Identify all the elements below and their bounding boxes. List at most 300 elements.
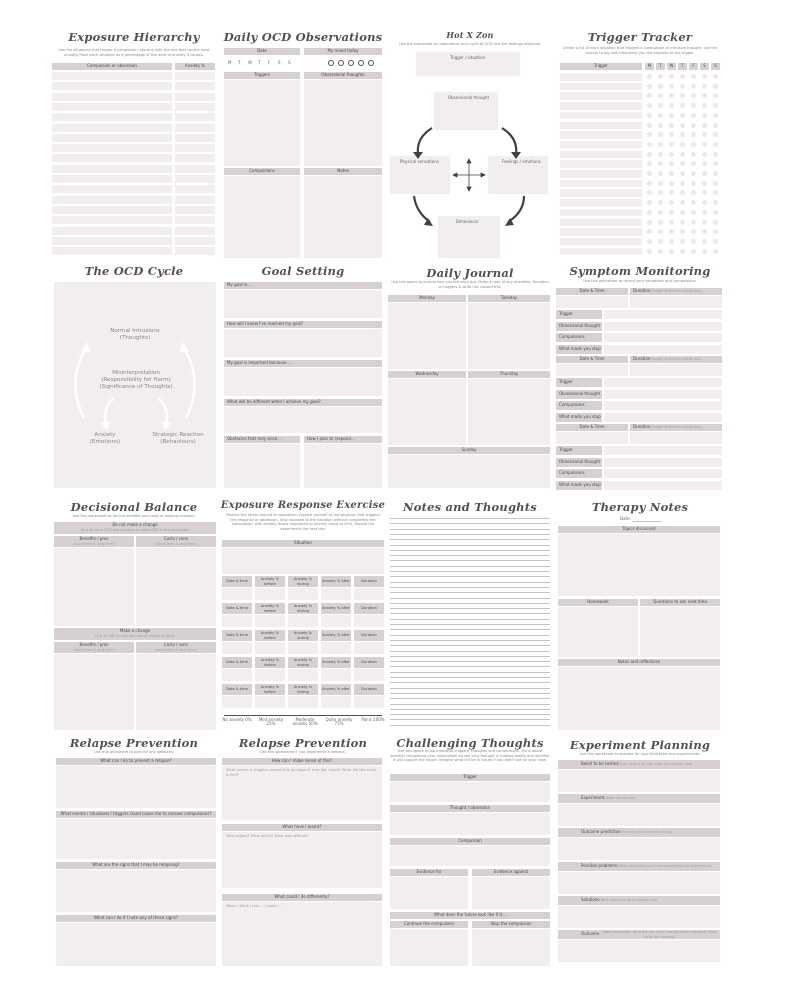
trigger-row-cell[interactable] <box>560 141 642 149</box>
tracker-dot[interactable] <box>702 239 707 244</box>
note-line[interactable] <box>390 582 550 583</box>
tracker-dot[interactable] <box>702 210 707 215</box>
tracker-dot[interactable] <box>680 210 685 215</box>
tracker-dot[interactable] <box>680 152 685 157</box>
hierarchy-row-cell[interactable] <box>52 165 172 173</box>
notes-area[interactable] <box>304 176 382 258</box>
trigger-row-cell[interactable] <box>560 189 642 197</box>
tracker-dot[interactable] <box>647 152 652 157</box>
experiment-area[interactable] <box>558 770 720 792</box>
tracker-dot[interactable] <box>702 181 707 186</box>
hierarchy-row-cell[interactable] <box>52 206 172 214</box>
trigger-row-cell[interactable] <box>560 92 642 100</box>
tracker-dot[interactable] <box>713 200 718 205</box>
tracker-dot[interactable] <box>680 123 685 128</box>
tracker-dot[interactable] <box>680 113 685 118</box>
tracker-dot[interactable] <box>647 74 652 79</box>
tracker-dot[interactable] <box>713 84 718 89</box>
exposure-cell[interactable] <box>255 696 285 708</box>
note-line[interactable] <box>390 688 550 689</box>
tracker-dot[interactable] <box>702 171 707 176</box>
anxiety-row-cell[interactable] <box>175 124 215 132</box>
tracker-dot[interactable] <box>647 239 652 244</box>
note-line[interactable] <box>390 725 550 726</box>
tracker-dot[interactable] <box>658 113 663 118</box>
trigger-row-cell[interactable] <box>560 219 642 227</box>
mood-face-icon[interactable] <box>348 60 354 66</box>
tracker-dot[interactable] <box>647 181 652 186</box>
experiment-area[interactable] <box>558 838 720 860</box>
trigger-row-cell[interactable] <box>560 83 642 91</box>
symptom-row-area[interactable] <box>604 481 722 490</box>
note-line[interactable] <box>390 645 550 646</box>
note-line[interactable] <box>390 624 550 625</box>
tracker-dot[interactable] <box>669 132 674 137</box>
note-line[interactable] <box>390 545 550 546</box>
tracker-dot[interactable] <box>680 181 685 186</box>
tracker-dot[interactable] <box>658 210 663 215</box>
tracker-dot[interactable] <box>713 181 718 186</box>
duration-area[interactable] <box>630 296 722 308</box>
exposure-cell[interactable] <box>255 615 285 627</box>
note-line[interactable] <box>390 714 550 715</box>
exposure-cell[interactable] <box>222 696 252 708</box>
tracker-dot[interactable] <box>713 132 718 137</box>
tracker-dot[interactable] <box>658 93 663 98</box>
tracker-dot[interactable] <box>680 132 685 137</box>
duration-area[interactable] <box>630 432 722 444</box>
costs-area-1[interactable] <box>136 548 216 626</box>
anxiety-row-cell[interactable] <box>175 216 215 224</box>
tracker-dot[interactable] <box>658 239 663 244</box>
tracker-dot[interactable] <box>669 84 674 89</box>
tracker-dot[interactable] <box>658 229 663 234</box>
tracker-dot[interactable] <box>713 123 718 128</box>
duration-area[interactable] <box>630 364 722 376</box>
exposure-cell[interactable] <box>354 642 384 654</box>
tracker-dot[interactable] <box>669 171 674 176</box>
mood-face-icon[interactable] <box>338 60 344 66</box>
tracker-dot[interactable] <box>713 220 718 225</box>
tracker-dot[interactable] <box>691 229 696 234</box>
note-line[interactable] <box>390 682 550 683</box>
tracker-dot[interactable] <box>669 113 674 118</box>
symptom-row-area[interactable] <box>604 413 722 422</box>
tracker-dot[interactable] <box>713 74 718 79</box>
tracker-dot[interactable] <box>669 123 674 128</box>
tracker-dot[interactable] <box>691 190 696 195</box>
exposure-cell[interactable] <box>255 588 285 600</box>
weekday-letter[interactable]: T <box>238 60 241 65</box>
tracker-dot[interactable] <box>713 152 718 157</box>
mood-face-icon[interactable] <box>328 60 334 66</box>
weekday-letter[interactable]: W <box>248 60 252 65</box>
trigger-row-cell[interactable] <box>560 180 642 188</box>
tracker-dot[interactable] <box>713 239 718 244</box>
note-line[interactable] <box>390 529 550 530</box>
tracker-dot[interactable] <box>702 113 707 118</box>
exposure-cell[interactable] <box>288 696 318 708</box>
trigger-row-cell[interactable] <box>560 73 642 81</box>
note-line[interactable] <box>390 587 550 588</box>
hierarchy-row-cell[interactable] <box>52 247 172 255</box>
ct-continue-area[interactable] <box>390 929 468 966</box>
tracker-dot[interactable] <box>647 132 652 137</box>
hierarchy-row-cell[interactable] <box>52 93 172 101</box>
tracker-dot[interactable] <box>680 93 685 98</box>
tracker-dot[interactable] <box>647 220 652 225</box>
tracker-dot[interactable] <box>647 249 652 254</box>
trigger-row-cell[interactable] <box>560 248 642 256</box>
trigger-row-cell[interactable] <box>560 151 642 159</box>
tracker-dot[interactable] <box>658 220 663 225</box>
ct-trigger-area[interactable] <box>390 782 550 802</box>
tracker-dot[interactable] <box>680 171 685 176</box>
tracker-dot[interactable] <box>702 74 707 79</box>
tracker-dot[interactable] <box>691 103 696 108</box>
tracker-dot[interactable] <box>691 210 696 215</box>
exposure-cell[interactable] <box>222 615 252 627</box>
note-line[interactable] <box>390 576 550 577</box>
tracker-dot[interactable] <box>647 161 652 166</box>
ct-for-area[interactable] <box>390 877 468 909</box>
anxiety-row-cell[interactable] <box>175 196 215 204</box>
mood-face-icon[interactable] <box>358 60 364 66</box>
note-line[interactable] <box>390 661 550 662</box>
tracker-dot[interactable] <box>713 171 718 176</box>
experiment-area[interactable] <box>558 940 720 962</box>
tracker-dot[interactable] <box>669 229 674 234</box>
exposure-cell[interactable] <box>255 669 285 681</box>
note-line[interactable] <box>390 709 550 710</box>
goal-a5[interactable] <box>224 444 300 488</box>
tracker-dot[interactable] <box>702 103 707 108</box>
tracker-dot[interactable] <box>691 181 696 186</box>
exposure-cell[interactable] <box>321 669 351 681</box>
tracker-dot[interactable] <box>669 142 674 147</box>
triggers-area[interactable] <box>224 80 300 166</box>
note-line[interactable] <box>390 592 550 593</box>
hierarchy-row-cell[interactable] <box>52 113 172 121</box>
behaviours-box[interactable]: Behaviours <box>438 216 500 258</box>
tracker-dot[interactable] <box>691 171 696 176</box>
tracker-dot[interactable] <box>658 123 663 128</box>
anxiety-row-cell[interactable] <box>175 185 215 193</box>
note-line[interactable] <box>390 619 550 620</box>
hierarchy-row-cell[interactable] <box>52 144 172 152</box>
tracker-dot[interactable] <box>702 190 707 195</box>
exposure-cell[interactable] <box>321 588 351 600</box>
tracker-dot[interactable] <box>713 190 718 195</box>
tracker-dot[interactable] <box>647 200 652 205</box>
symptom-row-area[interactable] <box>604 469 722 478</box>
relapse2-a1[interactable]: What events & triggers caused this to happen? How did I react? What did this think & feel? <box>222 766 382 820</box>
tracker-dot[interactable] <box>658 74 663 79</box>
tracker-dot[interactable] <box>691 220 696 225</box>
ct-against-area[interactable] <box>472 877 550 909</box>
note-line[interactable] <box>390 719 550 720</box>
obsessional-area[interactable] <box>304 80 382 166</box>
symptom-row-area[interactable] <box>604 401 722 410</box>
tracker-dot[interactable] <box>713 229 718 234</box>
note-line[interactable] <box>390 550 550 551</box>
note-line[interactable] <box>390 635 550 636</box>
exposure-cell[interactable] <box>288 669 318 681</box>
trigger-row-cell[interactable] <box>560 199 642 207</box>
note-line[interactable] <box>390 629 550 630</box>
goal-a4[interactable] <box>224 407 382 433</box>
exposure-cell[interactable] <box>354 615 384 627</box>
note-line[interactable] <box>390 672 550 673</box>
tracker-dot[interactable] <box>713 210 718 215</box>
symptom-row-area[interactable] <box>604 390 722 399</box>
tracker-dot[interactable] <box>691 132 696 137</box>
relapse2-a2[interactable]: Who helped? What didn't? What was difficult? <box>222 832 382 888</box>
thought-box[interactable]: Obsessional thought <box>434 92 498 130</box>
tracker-dot[interactable] <box>669 220 674 225</box>
tracker-dot[interactable] <box>680 220 685 225</box>
symptom-row-area[interactable] <box>604 310 722 319</box>
tracker-dot[interactable] <box>713 103 718 108</box>
tracker-dot[interactable] <box>669 93 674 98</box>
tracker-dot[interactable] <box>669 239 674 244</box>
note-line[interactable] <box>390 555 550 556</box>
tracker-dot[interactable] <box>680 239 685 244</box>
tracker-dot[interactable] <box>713 142 718 147</box>
tracker-dot[interactable] <box>702 152 707 157</box>
note-line[interactable] <box>390 539 550 540</box>
tracker-dot[interactable] <box>702 132 707 137</box>
costs-area-2[interactable] <box>136 654 216 730</box>
trigger-row-cell[interactable] <box>560 209 642 217</box>
experiment-area[interactable] <box>558 804 720 826</box>
anxiety-row-cell[interactable] <box>175 165 215 173</box>
note-line[interactable] <box>390 693 550 694</box>
tracker-dot[interactable] <box>669 200 674 205</box>
trigger-row-cell[interactable] <box>560 238 642 246</box>
tracker-dot[interactable] <box>713 93 718 98</box>
tracker-dot[interactable] <box>647 103 652 108</box>
compulsions-area[interactable] <box>224 176 300 258</box>
symptom-row-area[interactable] <box>604 378 722 387</box>
anxiety-row-cell[interactable] <box>175 72 215 80</box>
exposure-cell[interactable] <box>288 642 318 654</box>
goal-a6[interactable] <box>304 444 382 488</box>
tracker-dot[interactable] <box>647 171 652 176</box>
note-line[interactable] <box>390 598 550 599</box>
tracker-dot[interactable] <box>647 93 652 98</box>
symptom-row-area[interactable] <box>604 446 722 455</box>
hierarchy-row-cell[interactable] <box>52 227 172 235</box>
tracker-dot[interactable] <box>713 161 718 166</box>
anxiety-row-cell[interactable] <box>175 237 215 245</box>
thursday-area[interactable] <box>468 379 550 445</box>
tracker-dot[interactable] <box>680 103 685 108</box>
tracker-dot[interactable] <box>680 200 685 205</box>
tracker-dot[interactable] <box>691 249 696 254</box>
exposure-cell[interactable] <box>321 696 351 708</box>
trigger-row-cell[interactable] <box>560 102 642 110</box>
tracker-dot[interactable] <box>658 161 663 166</box>
hierarchy-row-cell[interactable] <box>52 154 172 162</box>
monday-area[interactable] <box>388 303 466 369</box>
hierarchy-row-cell[interactable] <box>52 196 172 204</box>
hierarchy-row-cell[interactable] <box>52 124 172 132</box>
tracker-dot[interactable] <box>658 249 663 254</box>
tracker-dot[interactable] <box>691 142 696 147</box>
note-line[interactable] <box>390 613 550 614</box>
weekday-letter[interactable]: M <box>228 60 232 65</box>
exposure-cell[interactable] <box>354 588 384 600</box>
note-line[interactable] <box>390 571 550 572</box>
note-line[interactable] <box>390 560 550 561</box>
tracker-dot[interactable] <box>702 220 707 225</box>
tracker-dot[interactable] <box>680 161 685 166</box>
note-line[interactable] <box>390 534 550 535</box>
tracker-dot[interactable] <box>713 249 718 254</box>
trigger-box[interactable]: Trigger / situation <box>416 52 520 76</box>
anxiety-row-cell[interactable] <box>175 175 215 183</box>
note-line[interactable] <box>390 698 550 699</box>
note-line[interactable] <box>390 677 550 678</box>
wednesday-area[interactable] <box>388 379 466 445</box>
exposure-cell[interactable] <box>222 669 252 681</box>
tracker-dot[interactable] <box>680 74 685 79</box>
tracker-dot[interactable] <box>702 123 707 128</box>
tracker-dot[interactable] <box>702 161 707 166</box>
anxiety-row-cell[interactable] <box>175 113 215 121</box>
anxiety-row-cell[interactable] <box>175 154 215 162</box>
symptom-row-area[interactable] <box>604 345 722 354</box>
symptom-row-area[interactable] <box>604 333 722 342</box>
tracker-dot[interactable] <box>669 161 674 166</box>
tracker-dot[interactable] <box>702 249 707 254</box>
note-line[interactable] <box>390 666 550 667</box>
tracker-dot[interactable] <box>702 142 707 147</box>
tracker-dot[interactable] <box>658 171 663 176</box>
tracker-dot[interactable] <box>658 200 663 205</box>
exposure-cell[interactable] <box>255 642 285 654</box>
tracker-dot[interactable] <box>658 103 663 108</box>
note-line[interactable] <box>390 566 550 567</box>
tracker-dot[interactable] <box>658 142 663 147</box>
anxiety-row-cell[interactable] <box>175 227 215 235</box>
relapse2-a3[interactable]: When I think / feel ... I could ... <box>222 902 382 966</box>
weekday-letter[interactable]: T <box>258 60 261 65</box>
experiment-area[interactable] <box>558 872 720 894</box>
tracker-dot[interactable] <box>691 152 696 157</box>
hierarchy-row-cell[interactable] <box>52 82 172 90</box>
exposure-cell[interactable] <box>354 669 384 681</box>
tracker-dot[interactable] <box>691 239 696 244</box>
tracker-dot[interactable] <box>658 132 663 137</box>
exposure-cell[interactable] <box>321 615 351 627</box>
trigger-row-cell[interactable] <box>560 160 642 168</box>
tracker-dot[interactable] <box>647 190 652 195</box>
note-line[interactable] <box>390 523 550 524</box>
anxiety-row-cell[interactable] <box>175 247 215 255</box>
tracker-dot[interactable] <box>647 210 652 215</box>
tracker-dot[interactable] <box>669 152 674 157</box>
anxiety-row-cell[interactable] <box>175 103 215 111</box>
hierarchy-row-cell[interactable] <box>52 237 172 245</box>
weekday-letter[interactable]: F <box>268 60 271 65</box>
tracker-dot[interactable] <box>680 142 685 147</box>
note-line[interactable] <box>390 656 550 657</box>
tracker-dot[interactable] <box>691 84 696 89</box>
physical-box[interactable]: Physical sensations <box>390 156 450 194</box>
mood-face-icon[interactable] <box>368 60 374 66</box>
exposure-cell[interactable] <box>288 588 318 600</box>
hierarchy-row-cell[interactable] <box>52 134 172 142</box>
tracker-dot[interactable] <box>647 84 652 89</box>
exposure-cell[interactable] <box>222 588 252 600</box>
situation-area[interactable] <box>222 548 384 574</box>
exposure-cell[interactable] <box>288 615 318 627</box>
tracker-dot[interactable] <box>658 181 663 186</box>
hierarchy-row-cell[interactable] <box>52 175 172 183</box>
tuesday-area[interactable] <box>468 303 550 369</box>
tracker-dot[interactable] <box>669 190 674 195</box>
goal-a3[interactable] <box>224 368 382 396</box>
anxiety-row-cell[interactable] <box>175 93 215 101</box>
ct-stop-area[interactable] <box>472 929 550 966</box>
trigger-row-cell[interactable] <box>560 170 642 178</box>
date-time-area[interactable] <box>556 364 628 376</box>
tracker-dot[interactable] <box>680 84 685 89</box>
feelings-box[interactable]: Feelings / emotions <box>488 156 548 194</box>
note-line[interactable] <box>390 608 550 609</box>
exposure-cell[interactable] <box>222 642 252 654</box>
note-line[interactable] <box>390 603 550 604</box>
benefits-area-2[interactable] <box>54 654 134 730</box>
hierarchy-row-cell[interactable] <box>52 103 172 111</box>
tracker-dot[interactable] <box>647 229 652 234</box>
trigger-row-cell[interactable] <box>560 228 642 236</box>
goal-a2[interactable] <box>224 329 382 357</box>
tracker-dot[interactable] <box>702 93 707 98</box>
tracker-dot[interactable] <box>669 103 674 108</box>
weekday-letter[interactable]: S <box>288 60 291 65</box>
hierarchy-row-cell[interactable] <box>52 72 172 80</box>
anxiety-row-cell[interactable] <box>175 82 215 90</box>
exposure-cell[interactable] <box>321 642 351 654</box>
tracker-dot[interactable] <box>702 84 707 89</box>
note-line[interactable] <box>390 651 550 652</box>
tracker-dot[interactable] <box>658 190 663 195</box>
tracker-dot[interactable] <box>669 249 674 254</box>
relapse-a1[interactable] <box>56 766 216 808</box>
tracker-dot[interactable] <box>702 229 707 234</box>
tracker-dot[interactable] <box>669 210 674 215</box>
tracker-dot[interactable] <box>658 152 663 157</box>
ct-compulsion-area[interactable] <box>390 846 550 866</box>
tracker-dot[interactable] <box>647 123 652 128</box>
tracker-dot[interactable] <box>680 229 685 234</box>
hierarchy-row-cell[interactable] <box>52 216 172 224</box>
tracker-dot[interactable] <box>691 93 696 98</box>
weekday-letter[interactable]: S <box>278 60 281 65</box>
tracker-dot[interactable] <box>691 123 696 128</box>
hierarchy-row-cell[interactable] <box>52 185 172 193</box>
trigger-row-cell[interactable] <box>560 112 642 120</box>
tracker-dot[interactable] <box>680 249 685 254</box>
symptom-row-area[interactable] <box>604 458 722 467</box>
questions-area[interactable] <box>640 607 720 657</box>
notes-area[interactable] <box>558 667 720 730</box>
experiment-area[interactable] <box>558 906 720 928</box>
benefits-area-1[interactable] <box>54 548 134 626</box>
